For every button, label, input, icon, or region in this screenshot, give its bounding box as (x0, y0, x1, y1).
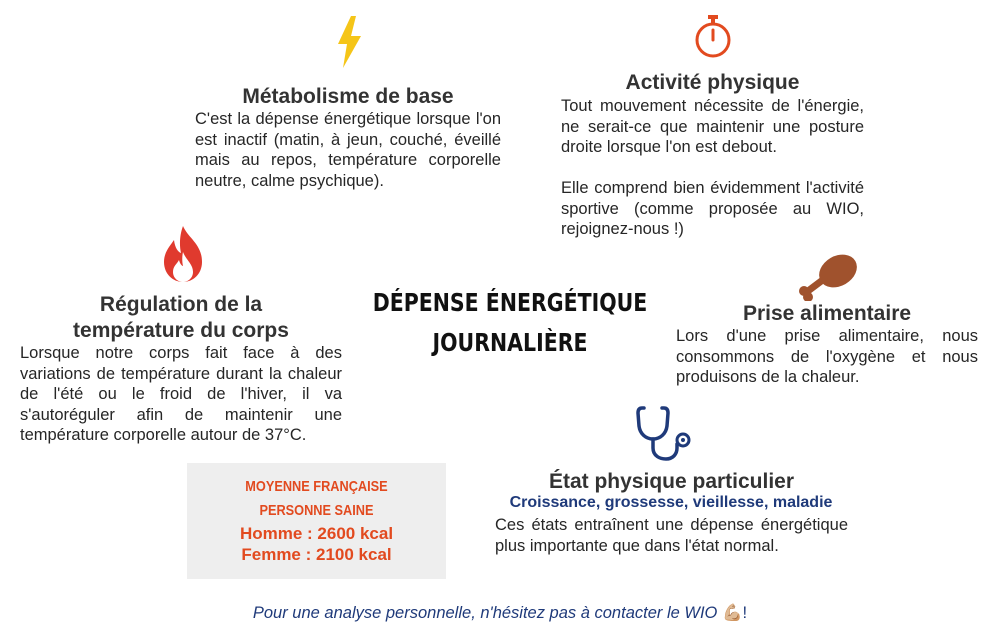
flame-icon (158, 226, 208, 282)
meat-leg-icon (796, 253, 860, 301)
footer (150, 604, 850, 623)
footer-end: ! (742, 604, 748, 622)
prise-title: Prise alimentaire (742, 302, 912, 325)
moyenne-box (187, 463, 446, 579)
moyenne-line2: PERSONNE SAINE (259, 502, 374, 519)
lightning-icon (334, 16, 364, 68)
etat-title: État physique particulier (548, 470, 795, 493)
activite-title: Activité physique (625, 71, 800, 94)
metabolisme-text: C'est la dépense énergétique lorsque l'on est inactif (matin, à jeun, couché, éveillé mais au repos, température corporelle neutre, calme psychique). (195, 110, 501, 190)
moyenne-line1: MOYENNE FRANÇAISE (245, 478, 388, 495)
regulation-title-line1: Régulation de la (99, 293, 263, 316)
metabolisme-title: Métabolisme de base (242, 85, 454, 108)
center-title-line1: DÉPENSE ÉNERGÉTIQUE (372, 288, 648, 317)
etat-text: Ces états entraînent une dépense énergétique plus importante que dans l'état normal. (495, 516, 848, 555)
prise-text: Lors d'une prise alimentaire, nous consommons de l'oxygène et nous produisons de la chaleur. (676, 327, 978, 386)
activite-text-1: Tout mouvement nécessite de l'énergie, ne serait-ce que maintenir une posture droite lorsque l'on est debout. (561, 97, 864, 156)
moyenne-homme: Homme : 2600 kcal (239, 524, 394, 543)
footer-text: Pour une analyse personnelle, n'hésitez pas à contacter le WIO (252, 604, 718, 622)
center-title-line2: JOURNALIÈRE (432, 328, 588, 357)
activite-text-2: Elle comprend bien évidemment l'activité sportive (comme proposée au WIO, rejoignez-nous !) (561, 179, 864, 238)
regulation-title-line2: température du corps (73, 319, 289, 342)
moyenne-femme: Femme : 2100 kcal (241, 545, 392, 564)
flexed-biceps-icon: 💪🏼 (721, 604, 743, 622)
stopwatch-icon (693, 14, 733, 60)
regulation-text: Lorsque notre corps fait face à des variations de température durant la chaleur de l'été ou le froid de l'hiver, il va s'autoréguler afin de maintenir une température corporelle autour de 37°C. (20, 344, 342, 444)
stethoscope-icon (636, 404, 696, 462)
etat-subtitle: Croissance, grossesse, vieillesse, maladie (509, 494, 833, 511)
